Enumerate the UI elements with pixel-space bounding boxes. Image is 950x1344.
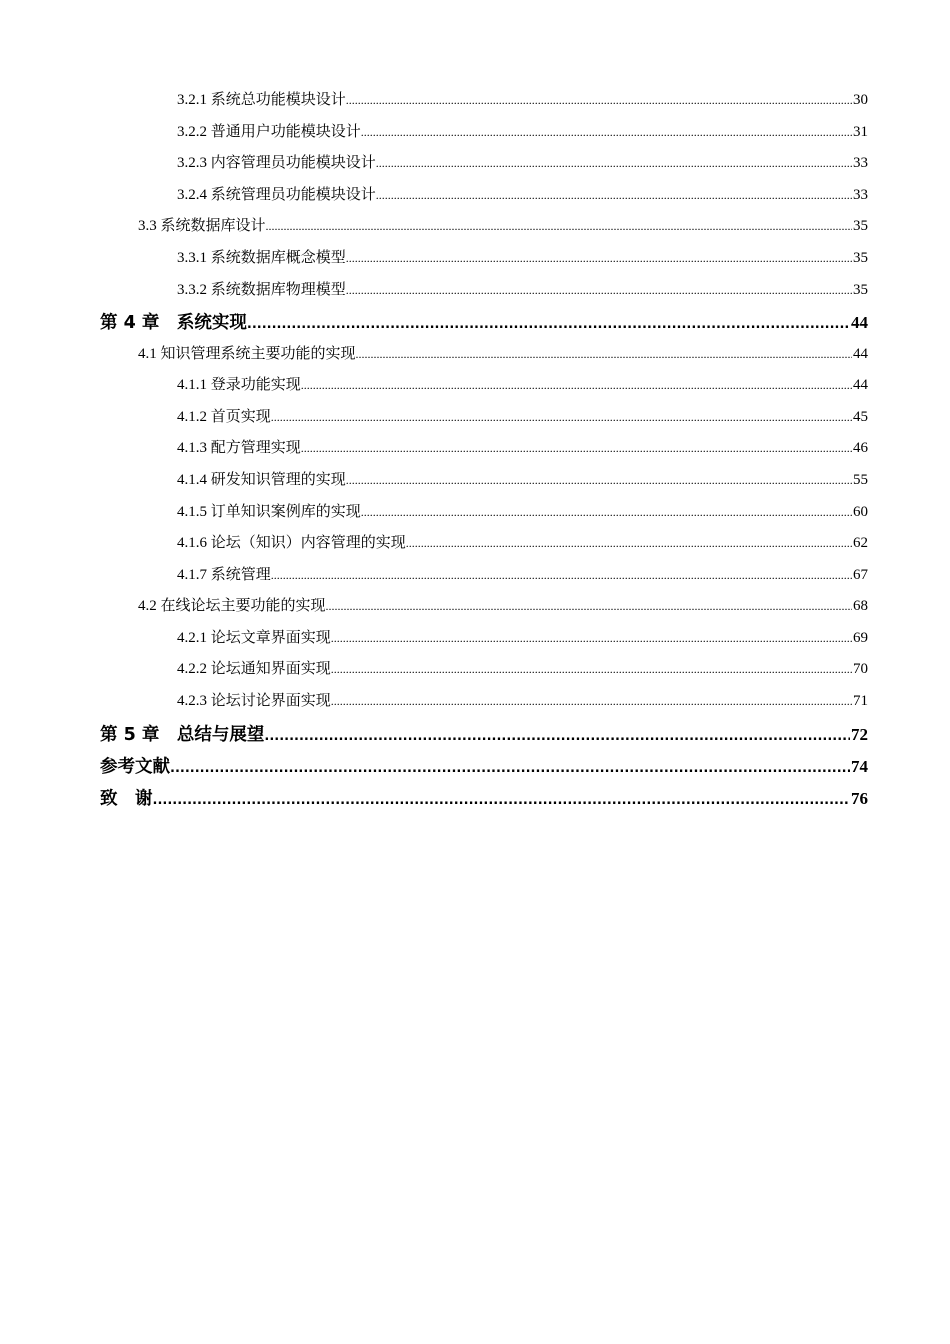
toc-chapter-entry[interactable] <box>0 753 950 785</box>
toc-entry[interactable] <box>0 626 950 658</box>
toc-entry-title: 3.2.1 系统总功能模块设计 <box>177 92 346 108</box>
toc-entry-title: 3.2.2 普通用户功能模块设计 <box>177 123 361 140</box>
toc-entry-title: 4.1 知识管理系统主要功能的实现 <box>138 345 356 362</box>
dot-leader <box>153 789 851 809</box>
dot-leader <box>170 757 850 777</box>
toc-entry[interactable] <box>0 88 950 120</box>
toc-entry-page: 60 <box>853 503 868 520</box>
toc-entry-page: 67 <box>853 566 868 583</box>
toc-entry-page: 72 <box>851 724 868 744</box>
toc-entry-page: 35 <box>853 249 868 266</box>
toc-entry-page: 46 <box>853 440 868 457</box>
toc-entry-page: 30 <box>853 92 868 108</box>
toc-entry-page: 71 <box>853 693 868 710</box>
toc-entry[interactable] <box>0 183 950 215</box>
toc-entry-title: 致 谢 <box>100 789 153 810</box>
toc-entry[interactable] <box>0 689 950 721</box>
toc-entry-page: 68 <box>853 598 868 615</box>
toc-entry-title: 3.3.1 系统数据库概念模型 <box>177 249 346 266</box>
toc-entry-page: 44 <box>853 345 868 362</box>
toc-entry[interactable] <box>0 405 950 437</box>
toc-entry-title: 3.3 系统数据库设计 <box>138 218 266 235</box>
dot-leader <box>346 92 852 109</box>
toc-entry-title: 3.2.4 系统管理员功能模块设计 <box>177 186 376 203</box>
toc-entry[interactable] <box>0 246 950 278</box>
toc-entry-title: 4.1.1 登录功能实现 <box>177 377 301 394</box>
dot-leader <box>271 409 852 426</box>
toc-entry-page: 55 <box>853 471 868 488</box>
dot-leader <box>376 155 852 172</box>
toc-entry-title: 4.1.7 系统管理 <box>177 566 271 583</box>
toc-entry[interactable] <box>0 468 950 500</box>
toc-entry[interactable] <box>0 436 950 468</box>
dot-leader <box>266 218 852 235</box>
toc-entry-title: 4.2.1 论坛文章界面实现 <box>177 629 331 646</box>
dot-leader <box>331 661 852 678</box>
toc-entry-page: 76 <box>851 789 868 809</box>
toc-entry-page: 33 <box>853 186 868 203</box>
toc-chapter-entry[interactable] <box>0 721 950 753</box>
dot-leader <box>376 187 852 204</box>
toc-entry-title: 第 5 章 总结与展望 <box>100 724 265 745</box>
toc-entry[interactable] <box>0 214 950 246</box>
dot-leader <box>406 535 852 552</box>
toc-entry-page: 31 <box>853 123 868 140</box>
dot-leader <box>271 567 852 584</box>
toc-entry-title: 3.2.3 内容管理员功能模块设计 <box>177 155 376 172</box>
toc-entry-title: 4.1.5 订单知识案例库的实现 <box>177 503 361 520</box>
toc-entry[interactable] <box>0 563 950 595</box>
dot-leader <box>301 377 852 394</box>
dot-leader <box>326 598 852 615</box>
toc-entry-page: 62 <box>853 535 868 552</box>
toc-entry-title: 3.3.2 系统数据库物理模型 <box>177 281 346 298</box>
toc-entry-title: 4.2.2 论坛通知界面实现 <box>177 661 331 678</box>
toc-entry[interactable] <box>0 342 950 374</box>
toc-entry[interactable] <box>0 120 950 152</box>
toc-chapter-entry[interactable] <box>0 785 950 817</box>
dot-leader <box>346 250 852 267</box>
toc-entry-title: 4.1.3 配方管理实现 <box>177 440 301 457</box>
toc-entry[interactable] <box>0 531 950 563</box>
toc-entry[interactable] <box>0 500 950 532</box>
dot-leader <box>264 725 850 745</box>
toc-entry-title: 4.1.2 首页实现 <box>177 408 271 425</box>
dot-leader <box>346 472 852 489</box>
toc-entry-page: 74 <box>851 757 868 777</box>
dot-leader <box>331 630 852 647</box>
toc-entry-title: 4.2 在线论坛主要功能的实现 <box>138 598 326 615</box>
toc-entry-page: 70 <box>853 661 868 678</box>
toc-entry-page: 33 <box>853 155 868 172</box>
toc-entry-page: 44 <box>851 313 868 333</box>
toc-entry-title: 4.1.4 研发知识管理的实现 <box>177 471 346 488</box>
dot-leader <box>247 313 850 333</box>
toc-entry-page: 44 <box>853 377 868 394</box>
table-of-contents <box>0 88 950 818</box>
toc-entry-page: 69 <box>853 629 868 646</box>
toc-entry-title: 第 4 章 系统实现 <box>100 313 247 334</box>
toc-chapter-entry[interactable] <box>0 309 950 341</box>
toc-entry-page: 45 <box>853 408 868 425</box>
dot-leader <box>331 693 852 710</box>
toc-entry-title: 4.2.3 论坛讨论界面实现 <box>177 693 331 710</box>
dot-leader <box>301 440 852 457</box>
toc-entry[interactable] <box>0 594 950 626</box>
toc-entry[interactable] <box>0 278 950 310</box>
toc-entry-page: 35 <box>853 218 868 235</box>
dot-leader <box>361 124 852 141</box>
toc-entry-page: 35 <box>853 281 868 298</box>
toc-entry[interactable] <box>0 657 950 689</box>
dot-leader <box>346 282 852 299</box>
dot-leader <box>356 346 852 363</box>
toc-entry-title: 4.1.6 论坛（知识）内容管理的实现 <box>177 535 406 552</box>
toc-entry-title: 参考文献 <box>100 757 170 778</box>
dot-leader <box>361 504 852 521</box>
toc-entry[interactable] <box>0 373 950 405</box>
toc-entry[interactable] <box>0 151 950 183</box>
